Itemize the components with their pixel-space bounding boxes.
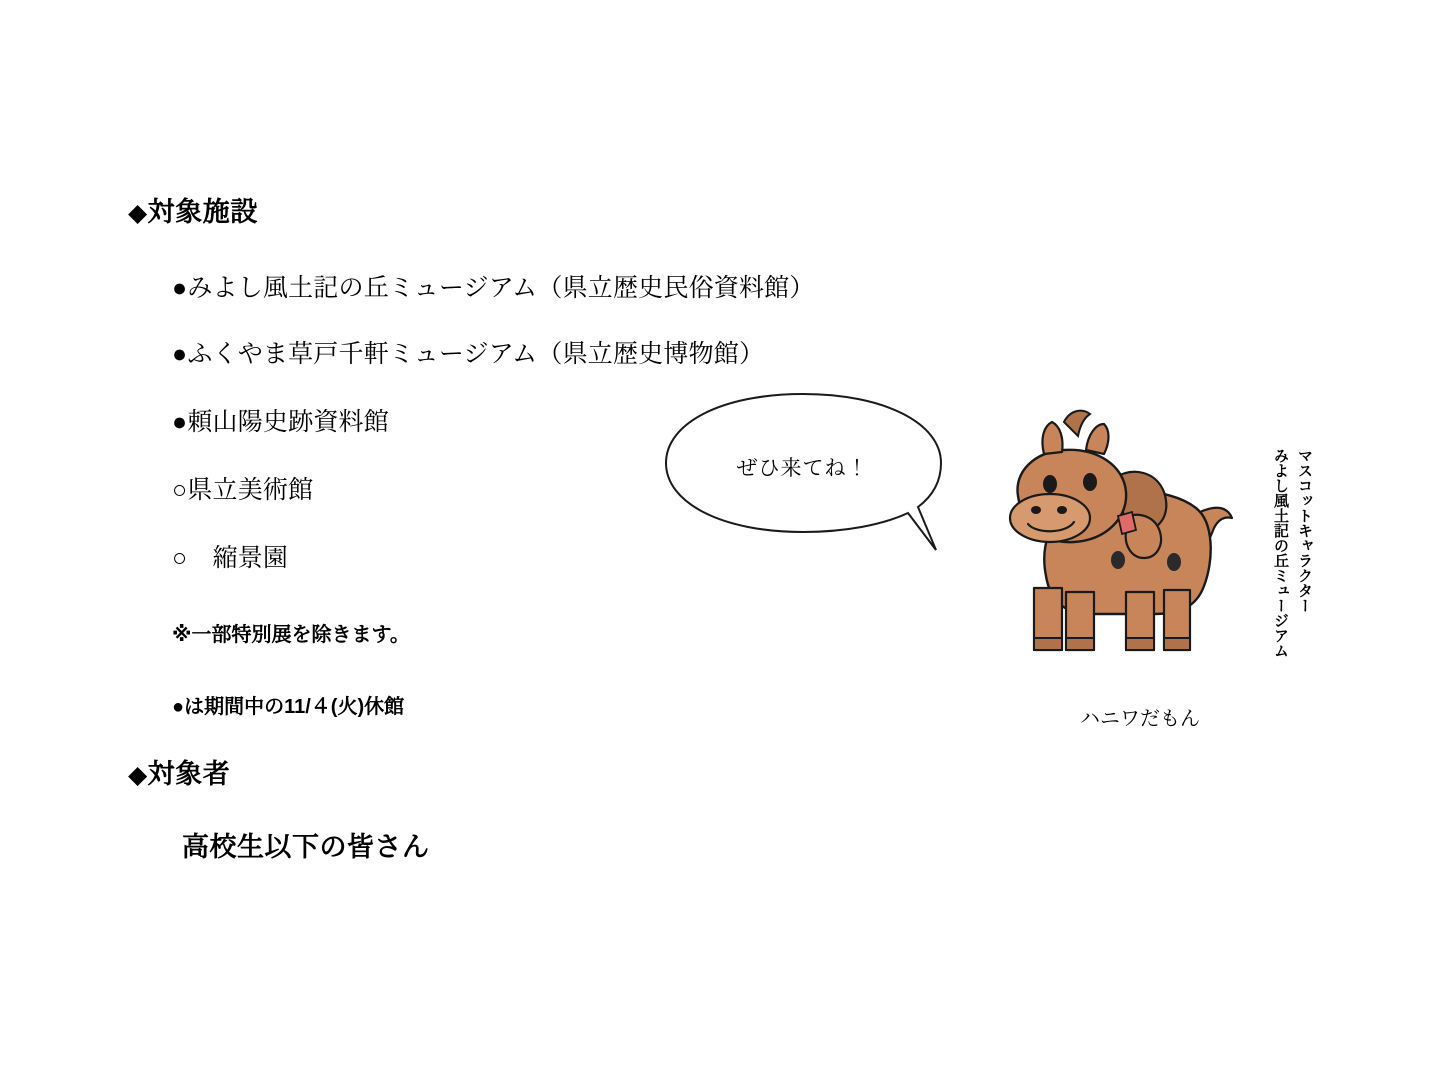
facility-label: 縮景園 <box>187 544 289 572</box>
facility-item <box>172 538 288 574</box>
mascot-name-caption: ハニワだもん <box>1080 708 1200 730</box>
facility-bullet-icon: ○ <box>172 544 188 572</box>
facility-bullet-icon: ● <box>172 274 188 302</box>
mascot-vertical-label-line2: マスコットキャラクター <box>1296 448 1313 613</box>
facility-bullet-icon: ● <box>172 408 188 436</box>
diamond-bullet-icon: ◆ <box>128 199 148 227</box>
facility-item <box>172 334 764 370</box>
section-heading-audience <box>128 752 230 791</box>
note-special-exhibition: ※一部特別展を除きます。 <box>172 624 410 646</box>
speech-bubble-text: ぜひ来てね！ <box>736 457 869 480</box>
section-heading-facilities-label: 対象施設 <box>147 197 258 227</box>
mascot-vertical-label <box>1262 448 1288 678</box>
facility-bullet-icon: ● <box>172 340 188 368</box>
facility-item <box>172 268 815 304</box>
speech-bubble <box>660 390 950 550</box>
mascot-character-image <box>978 400 1238 680</box>
diamond-bullet-icon: ◆ <box>128 761 148 789</box>
mascot-vertical-label-line1: みよし風土記の丘ミュージアム <box>1272 448 1289 658</box>
target-audience-text: 高校生以下の皆さん <box>182 832 430 862</box>
facility-item <box>172 402 389 438</box>
section-heading-facilities <box>128 190 258 229</box>
mascot-vertical-label-secondary <box>1286 448 1312 678</box>
mascot-illustration-area <box>650 380 1313 760</box>
facility-bullet-icon: ○ <box>172 476 188 504</box>
facility-label: みよし風土記の丘ミュージアム（県立歴史民俗資料館） <box>187 274 815 302</box>
facility-label: 頼山陽史跡資料館 <box>187 408 389 436</box>
facility-label: ふくやま草戸千軒ミュージアム（県立歴史博物館） <box>187 340 765 368</box>
facility-item <box>172 470 313 506</box>
section-heading-audience-label: 対象者 <box>147 759 231 789</box>
facility-label: 県立美術館 <box>187 476 314 504</box>
note-closed-days: ●は期間中の11/４(火)休館 <box>172 696 405 718</box>
